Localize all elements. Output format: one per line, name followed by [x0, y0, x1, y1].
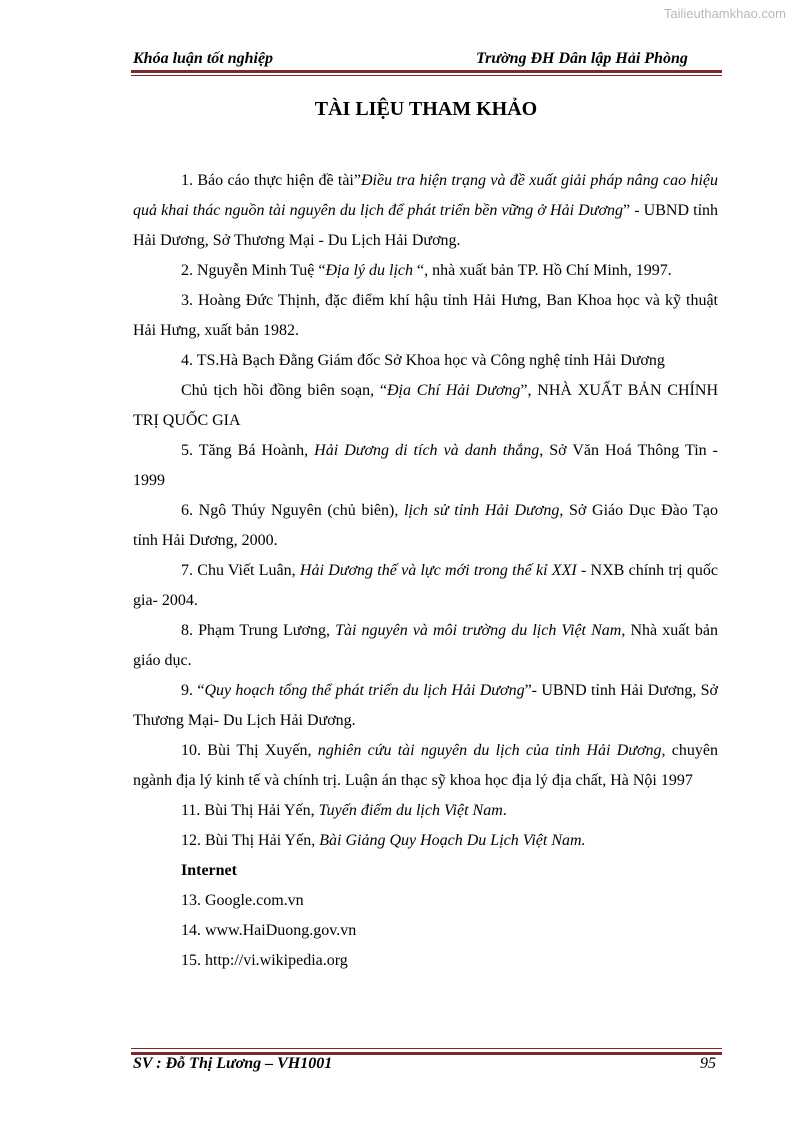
- reference-item: 2. Nguyễn Minh Tuệ “Địa lý du lịch “, nhà xuất bản TP. Hồ Chí Minh, 1997.: [181, 262, 672, 279]
- reference-item: 4. TS.Hà Bạch Đằng Giám đốc Sở Khoa học và Công nghệ tỉnh Hải Dương: [181, 352, 665, 369]
- internet-item: 13. Google.com.vn: [181, 892, 304, 909]
- internet-heading: Internet: [181, 862, 237, 879]
- reference-item: 8. Phạm Trung Lương, Tài nguyên và môi trường du lịch Việt Nam, Nhà xuất bản giáo dục.: [133, 622, 719, 669]
- reference-item: 10. Bùi Thị Xuyến, nghiên cứu tài nguyên du lịch của tỉnh Hải Dương, chuyên ngành địa lý kinh tế và chính trị. Luận án thạc sỹ khoa học địa lý địa chất, Hà Nội 1997: [133, 742, 719, 789]
- header-rule-thick: [131, 70, 722, 73]
- internet-item: 15. http://vi.wikipedia.org: [181, 952, 348, 969]
- reference-item: 3. Hoàng Đức Thịnh, đặc điểm khí hậu tỉnh Hải Hưng, Ban Khoa học và kỹ thuật Hải Hưng, xuất bản 1982.: [133, 292, 718, 339]
- page-number: 95: [700, 1055, 716, 1072]
- header-right: Trường ĐH Dân lập Hải Phòng: [476, 50, 688, 67]
- header-left: Khóa luận tốt nghiệp: [133, 50, 274, 67]
- reference-list: [133, 166, 718, 976]
- reference-item: 11. Bùi Thị Hải Yến, Tuyến điểm du lịch Việt Nam.: [181, 802, 507, 819]
- reference-item: 5. Tăng Bá Hoành, Hải Dương di tích và danh thắng, Sở Văn Hoá Thông Tin - 1999: [133, 442, 719, 489]
- reference-item: 1. Báo cáo thực hiện đề tài”Điều tra hiện trạng và đề xuất giải pháp nâng cao hiệu quả khai thác nguồn tài nguyên du lịch để phát triển bền vững ở Hải Dương” - UBND tỉnh Hải Dương, Sở Thương Mại - Du Lịch Hải Dương.: [133, 172, 719, 249]
- header-rule-thin: [131, 75, 722, 76]
- footer-author: SV : Đỗ Thị Lương – VH1001: [133, 1055, 333, 1072]
- page-title: TÀI LIỆU THAM KHẢO: [314, 98, 538, 120]
- reference-item: 9. “Quy hoạch tổng thể phát triển du lịch Hải Dương”- UBND tỉnh Hải Dương, Sở Thương Mại- Du Lịch Hải Dương.: [133, 682, 718, 729]
- watermark: Tailieuthamkhao.com: [663, 6, 786, 21]
- reference-item: 12. Bùi Thị Hải Yến, Bài Giảng Quy Hoạch Du Lịch Việt Nam.: [181, 832, 586, 849]
- internet-item: 14. www.HaiDuong.gov.vn: [181, 922, 357, 939]
- reference-item: 7. Chu Viết Luân, Hải Dương thế và lực mới trong thế kỉ XXI - NXB chính trị quốc gia- 2004.: [133, 562, 718, 609]
- footer-rule-thin: [131, 1048, 722, 1049]
- reference-item: 6. Ngô Thúy Nguyên (chủ biên), lịch sử tỉnh Hải Dương, Sở Giáo Dục Đào Tạo tỉnh Hải Dương, 2000.: [133, 502, 719, 549]
- reference-item: Chủ tịch hồi đồng biên soạn, “Địa Chí Hải Dương”, NHÀ XUẤT BẢN CHÍNH TRỊ QUỐC GIA: [133, 382, 718, 429]
